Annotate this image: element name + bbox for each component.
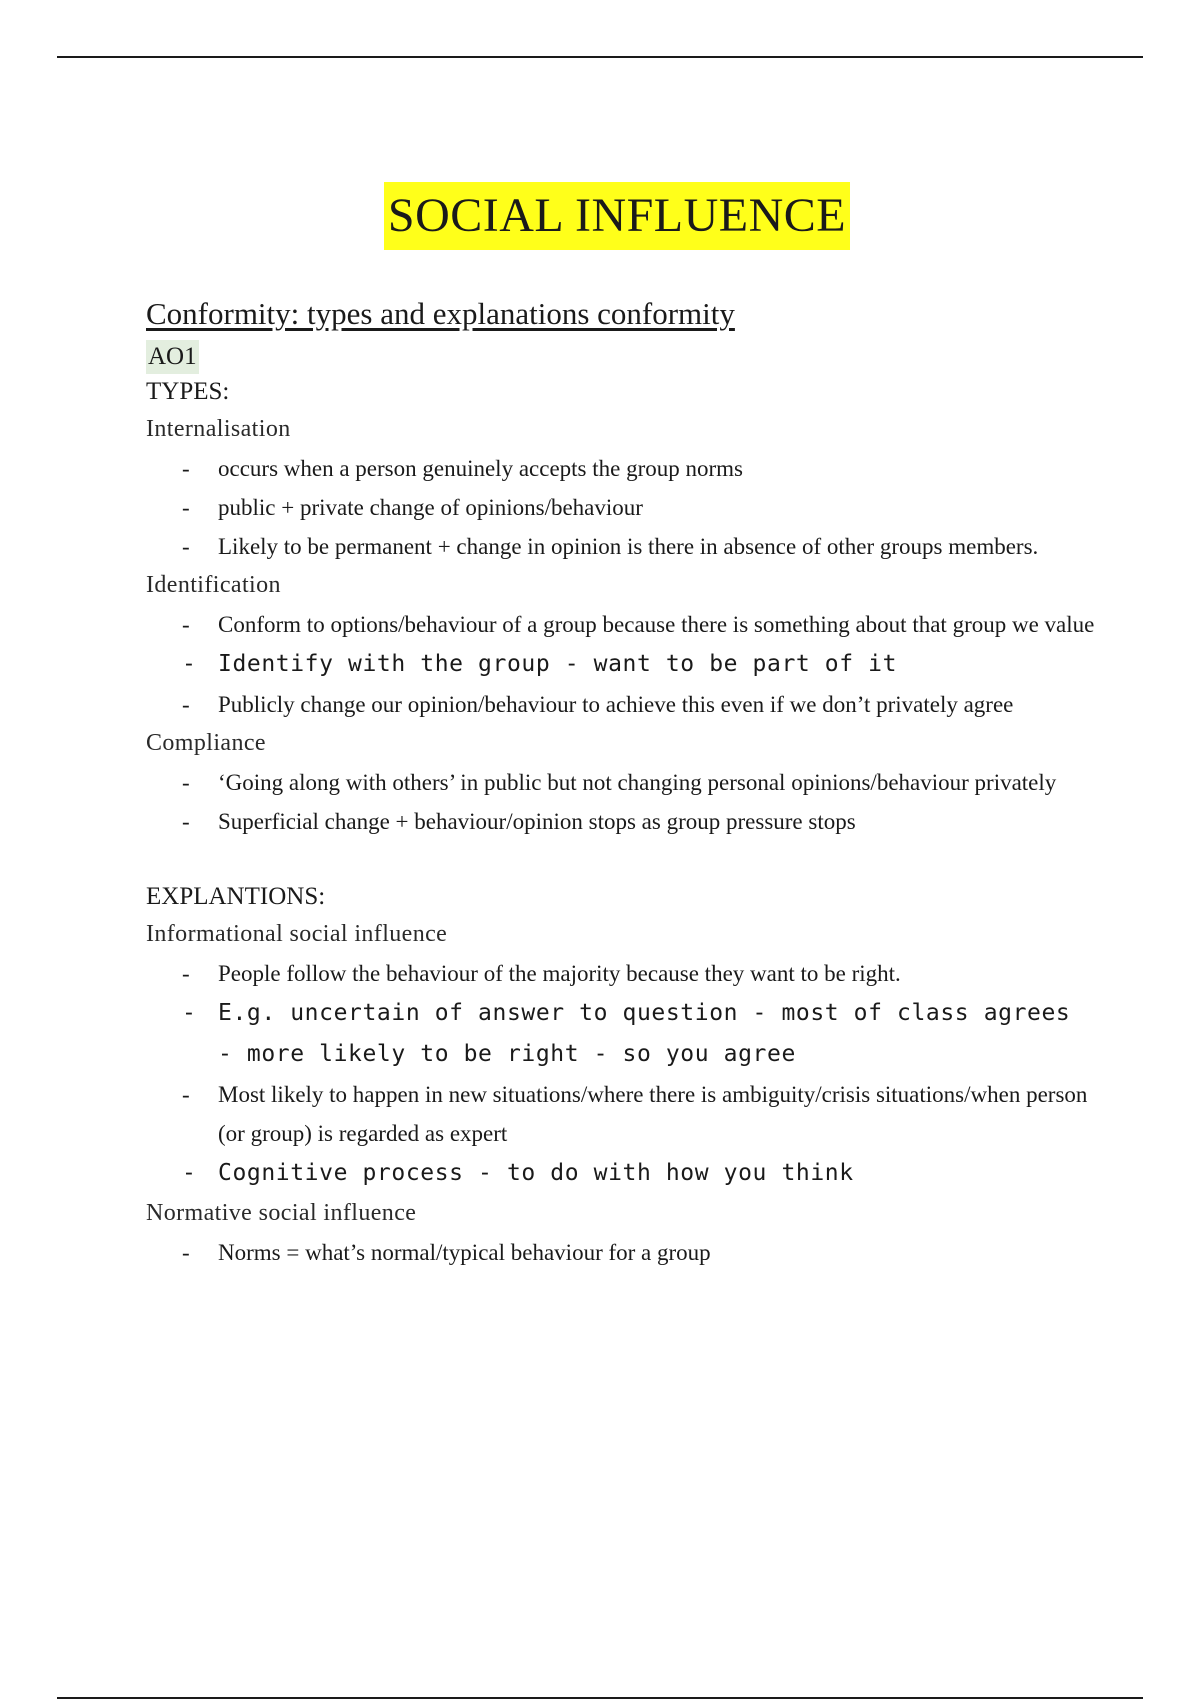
list-item bbox=[146, 449, 1096, 488]
document-body bbox=[146, 182, 1096, 1272]
identification-list bbox=[146, 605, 1096, 724]
bullet-text: ‘Going along with others’ in public but not changing personal opinions/behaviour privately bbox=[218, 770, 1057, 795]
bullet-text: public + private change of opinions/behaviour bbox=[218, 495, 643, 520]
dash-marker: - bbox=[182, 495, 190, 520]
dash-marker: - bbox=[182, 770, 190, 795]
dash-marker: - bbox=[182, 1160, 197, 1186]
bottom-rule bbox=[57, 1697, 1143, 1699]
list-item bbox=[146, 802, 1096, 841]
bullet-text: Conform to options/behaviour of a group because there is something about that group we value bbox=[218, 612, 1095, 637]
section-heading: Conformity: types and explanations conformity bbox=[146, 296, 735, 331]
identification-title: Identification bbox=[146, 572, 281, 598]
dash-marker: - bbox=[182, 692, 190, 717]
normative-list bbox=[146, 1233, 1096, 1272]
bullet-text: E.g. uncertain of answer to question - most of class agrees - more likely to be right - so you agree bbox=[218, 1000, 1071, 1067]
bullet-text: Likely to be permanent + change in opinion is there in absence of other groups members. bbox=[218, 534, 1039, 559]
types-label: TYPES: bbox=[146, 378, 230, 405]
normative-title: Normative social influence bbox=[146, 1200, 417, 1226]
bullet-text: Identify with the group - want to be part of it bbox=[218, 651, 898, 677]
list-item bbox=[146, 954, 1096, 993]
title-block bbox=[0, 182, 1200, 250]
page-title: SOCIAL INFLUENCE bbox=[384, 182, 850, 250]
list-item bbox=[146, 763, 1096, 802]
list-item bbox=[146, 527, 1096, 566]
dash-marker: - bbox=[182, 456, 190, 481]
ao1-label: AO1 bbox=[146, 340, 199, 374]
dash-marker: - bbox=[182, 1000, 197, 1026]
top-rule bbox=[57, 56, 1143, 58]
bullet-text: Most likely to happen in new situations/where there is ambiguity/crisis situations/when person (or group) is regarded as expert bbox=[218, 1082, 1088, 1146]
dash-marker: - bbox=[182, 612, 190, 637]
dash-marker: - bbox=[182, 534, 190, 559]
list-item bbox=[146, 993, 1096, 1075]
explanations-label: EXPLANTIONS: bbox=[146, 883, 326, 910]
list-item bbox=[146, 644, 1096, 685]
list-item bbox=[146, 1075, 1096, 1153]
dash-marker: - bbox=[182, 809, 190, 834]
bullet-text: Cognitive process - to do with how you think bbox=[218, 1160, 854, 1186]
compliance-list bbox=[146, 763, 1096, 841]
compliance-title: Compliance bbox=[146, 730, 266, 756]
list-item bbox=[146, 488, 1096, 527]
internalisation-title: Internalisation bbox=[146, 416, 291, 442]
bullet-text: Superficial change + behaviour/opinion stops as group pressure stops bbox=[218, 809, 856, 834]
dash-marker: - bbox=[182, 1082, 190, 1107]
spacer bbox=[146, 841, 1096, 879]
bullet-text: Norms = what’s normal/typical behaviour for a group bbox=[218, 1240, 711, 1265]
list-item bbox=[146, 1233, 1096, 1272]
list-item bbox=[146, 685, 1096, 724]
informational-title: Informational social influence bbox=[146, 921, 448, 947]
bullet-text: Publicly change our opinion/behaviour to achieve this even if we don’t privately agree bbox=[218, 692, 1014, 717]
dash-marker: - bbox=[182, 961, 190, 986]
list-item bbox=[146, 605, 1096, 644]
list-item bbox=[146, 1153, 1096, 1194]
dash-marker: - bbox=[182, 651, 197, 677]
dash-marker: - bbox=[182, 1240, 190, 1265]
bullet-text: occurs when a person genuinely accepts the group norms bbox=[218, 456, 744, 481]
internalisation-list bbox=[146, 449, 1096, 566]
informational-list bbox=[146, 954, 1096, 1194]
bullet-text: People follow the behaviour of the majority because they want to be right. bbox=[218, 961, 901, 986]
